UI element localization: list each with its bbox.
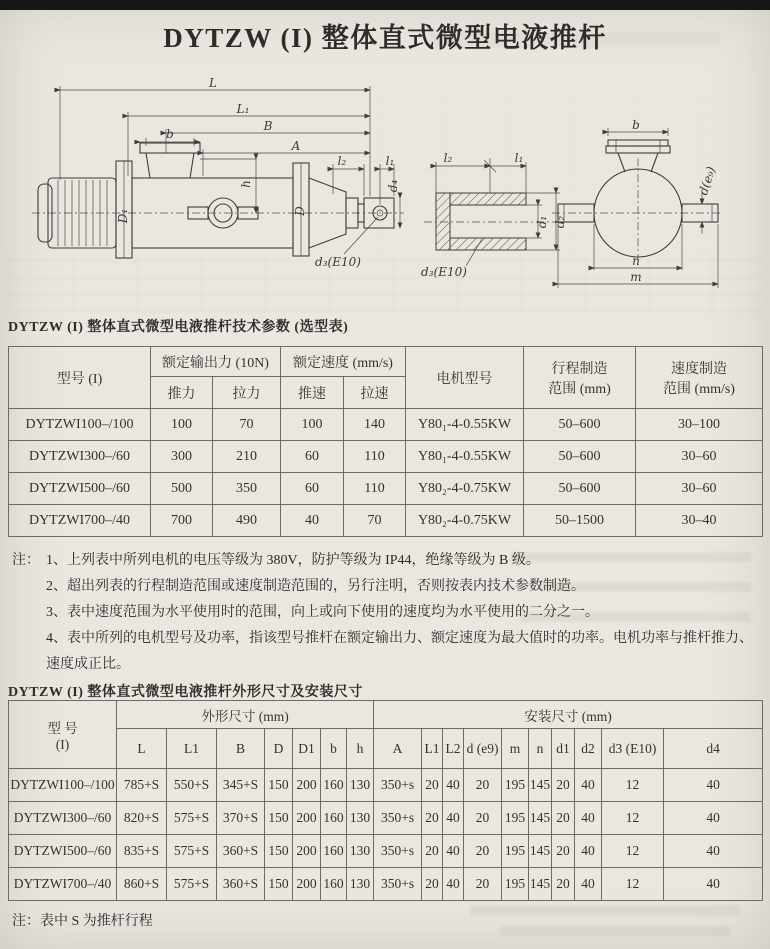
value-cell: 200	[293, 769, 321, 802]
value-cell: 40	[443, 769, 464, 802]
value-cell: 360+S	[217, 868, 265, 901]
speed-range-line2: 范围 (mm/s)	[663, 381, 735, 397]
value-cell: 350+s	[374, 769, 422, 802]
value-cell: 60	[281, 441, 344, 473]
col-header-model: 型号 (I)	[9, 347, 151, 409]
value-cell: 145	[529, 769, 552, 802]
value-cell: 150	[265, 868, 293, 901]
col-header: L	[117, 729, 167, 769]
value-cell: 195	[502, 769, 529, 802]
value-cell: 145	[529, 802, 552, 835]
value-cell: 20	[464, 835, 502, 868]
value-cell: 20	[552, 835, 575, 868]
col-header: D	[265, 729, 293, 769]
value-cell: 130	[347, 835, 374, 868]
value-cell: 40	[664, 835, 763, 868]
value-cell: 145	[529, 835, 552, 868]
value-cell: 130	[347, 769, 374, 802]
dim-label: D	[293, 206, 307, 216]
note-item: 1、上列表中所列电机的电压等级为 380V，防护等级为 IP44，绝缘等级为 B 级。	[46, 553, 540, 568]
value-cell: 40	[575, 769, 602, 802]
value-cell: 20	[552, 868, 575, 901]
value-cell: 575+S	[167, 868, 217, 901]
model-cell: DYTZWI500–/60	[9, 835, 117, 868]
dim-label: L	[209, 76, 217, 90]
value-cell: 50–600	[524, 409, 636, 441]
side-view-drawing	[28, 76, 408, 274]
dim-label: D₁	[116, 208, 130, 224]
dimensions-table	[8, 700, 763, 901]
motor-cell: Y80₁-4-0.55KW	[406, 441, 524, 473]
dim-label: l₂	[337, 154, 347, 168]
col-header-push-force: 推力	[151, 377, 213, 409]
value-cell: 70	[344, 505, 406, 537]
stroke-note: 注：表中 S 为推杆行程	[12, 914, 153, 929]
notes-block	[12, 548, 756, 678]
dim-label: l₁	[385, 154, 395, 168]
table-row	[9, 868, 763, 901]
table-row	[9, 802, 763, 835]
col-header: L2	[443, 729, 464, 769]
value-cell: 150	[265, 769, 293, 802]
model-cell: DYTZWI700–/40	[9, 868, 117, 901]
stroke-range-line1: 行程制造	[551, 361, 608, 377]
value-cell: 150	[265, 835, 293, 868]
value-cell: 20	[422, 835, 443, 868]
value-cell: 575+S	[167, 835, 217, 868]
tech-params-table	[8, 346, 763, 537]
value-cell: 30–40	[636, 505, 763, 537]
dim-label: L₁	[236, 102, 250, 116]
table-row	[9, 835, 763, 868]
model-cell: DYTZWI300–/60	[9, 802, 117, 835]
col-header: L1	[422, 729, 443, 769]
dim-label: d₃(E10)	[421, 265, 467, 279]
value-cell: 500	[151, 473, 213, 505]
value-cell: 50–1500	[524, 505, 636, 537]
value-cell: 160	[321, 802, 347, 835]
value-cell: 820+S	[117, 802, 167, 835]
value-cell: 345+S	[217, 769, 265, 802]
value-cell: 350+s	[374, 802, 422, 835]
col-header: d4	[664, 729, 763, 769]
value-cell: 490	[213, 505, 281, 537]
stroke-range-line2: 范围 (mm)	[548, 381, 611, 397]
value-cell: 30–60	[636, 441, 763, 473]
col-header-rated-output: 额定输出力 (10N)	[151, 347, 281, 377]
dim-label: B	[263, 119, 273, 133]
col-header: L1	[167, 729, 217, 769]
col-header: b	[321, 729, 347, 769]
dim-label: b	[632, 120, 640, 132]
col-header: n	[529, 729, 552, 769]
dim-label: l₁	[514, 151, 524, 165]
dim-label: n	[632, 254, 640, 268]
value-cell: 40	[664, 868, 763, 901]
value-cell: 50–600	[524, 473, 636, 505]
value-cell: 195	[502, 835, 529, 868]
note-item: 3、表中速度范围为水平使用时的范围，向上或向下使用的速度均为水平使用的二分之一。	[46, 605, 599, 620]
col-header: d1	[552, 729, 575, 769]
col-header: D1	[293, 729, 321, 769]
value-cell: 40	[664, 802, 763, 835]
value-cell: 40	[443, 868, 464, 901]
value-cell: 160	[321, 835, 347, 868]
page-title: DYTZW (I) 整体直式微型电液推杆	[163, 23, 607, 53]
value-cell: 20	[552, 802, 575, 835]
value-cell: 350+s	[374, 835, 422, 868]
model-cell: DYTZWI500–/60	[9, 473, 151, 505]
value-cell: 785+S	[117, 769, 167, 802]
value-cell: 350+s	[374, 868, 422, 901]
value-cell: 12	[602, 769, 664, 802]
dim-label: b	[166, 127, 174, 141]
model-cell: DYTZWI700–/40	[9, 505, 151, 537]
col-header-motor-model: 电机型号	[406, 347, 524, 409]
group-header-outline: 外形尺寸 (mm)	[117, 701, 374, 729]
col-header-stroke-range	[524, 347, 636, 409]
note-item: 2、超出列表的行程制造范围或速度制造范围的，另行注明，否则按表内技术参数制造。	[46, 579, 585, 594]
dim-label: d(e₉)	[696, 164, 719, 197]
col-header-speed-range	[636, 347, 763, 409]
dim-label: d₁	[535, 215, 549, 229]
value-cell: 700	[151, 505, 213, 537]
value-cell: 350	[213, 473, 281, 505]
model-cell: DYTZWI300–/60	[9, 441, 151, 473]
dim-label: m	[630, 270, 642, 284]
value-cell: 20	[464, 868, 502, 901]
note-item: 4、表中所列的电机型号及功率，指该型号推杆在额定输出力、额定速度为最大值时的功率。电机功率与推杆推力、速度成正比。	[46, 631, 753, 672]
table-row	[9, 441, 763, 473]
value-cell: 60	[281, 473, 344, 505]
group-header-install: 安装尺寸 (mm)	[374, 701, 763, 729]
value-cell: 835+S	[117, 835, 167, 868]
end-view-drawing	[548, 120, 726, 295]
value-cell: 160	[321, 769, 347, 802]
value-cell: 20	[422, 769, 443, 802]
value-cell: 160	[321, 868, 347, 901]
value-cell: 20	[552, 769, 575, 802]
motor-cell: Y80₂-4-0.75KW	[406, 505, 524, 537]
value-cell: 20	[422, 868, 443, 901]
table-row	[9, 769, 763, 802]
value-cell: 40	[575, 802, 602, 835]
value-cell: 20	[422, 802, 443, 835]
value-cell: 370+S	[217, 802, 265, 835]
rod-end-section-drawing	[398, 138, 573, 286]
value-cell: 100	[151, 409, 213, 441]
value-cell: 100	[281, 409, 344, 441]
value-cell: 20	[464, 769, 502, 802]
value-cell: 550+S	[167, 769, 217, 802]
table-row	[9, 409, 763, 441]
col-header: d2	[575, 729, 602, 769]
model-header-line2: (I)	[55, 736, 70, 752]
value-cell: 575+S	[167, 802, 217, 835]
value-cell: 200	[293, 868, 321, 901]
value-cell: 200	[293, 835, 321, 868]
value-cell: 110	[344, 441, 406, 473]
value-cell: 40	[575, 868, 602, 901]
value-cell: 140	[344, 409, 406, 441]
motor-cell: Y80₂-4-0.75KW	[406, 473, 524, 505]
col-header-push-speed: 推速	[281, 377, 344, 409]
col-header: B	[217, 729, 265, 769]
value-cell: 70	[213, 409, 281, 441]
value-cell: 40	[575, 835, 602, 868]
value-cell: 300	[151, 441, 213, 473]
col-header: A	[374, 729, 422, 769]
bleed-through-artifact	[500, 926, 730, 936]
table-row	[9, 505, 763, 537]
speed-range-line1: 速度制造	[671, 361, 728, 377]
col-header: m	[502, 729, 529, 769]
bleed-through-artifact	[470, 905, 740, 916]
dim-label: d₂	[553, 215, 567, 229]
value-cell: 40	[443, 802, 464, 835]
value-cell: 12	[602, 802, 664, 835]
value-cell: 145	[529, 868, 552, 901]
value-cell: 210	[213, 441, 281, 473]
dim-label: A	[291, 139, 301, 153]
tech-params-section-title: DYTZW (I) 整体直式微型电液推杆技术参数 (选型表)	[8, 320, 349, 335]
dim-label: d₃(E10)	[315, 255, 361, 269]
value-cell: 130	[347, 802, 374, 835]
value-cell: 110	[344, 473, 406, 505]
value-cell: 12	[602, 835, 664, 868]
dim-label: d₄	[386, 179, 400, 193]
value-cell: 200	[293, 802, 321, 835]
col-header: d3 (E10)	[602, 729, 664, 769]
value-cell: 40	[664, 769, 763, 802]
scan-edge-artifact	[0, 0, 770, 10]
value-cell: 195	[502, 868, 529, 901]
value-cell: 195	[502, 802, 529, 835]
dimensions-section-title: DYTZW (I) 整体直式微型电液推杆外形尺寸及安装尺寸	[8, 685, 363, 700]
col-header: d (e9)	[464, 729, 502, 769]
col-header-pull-speed: 拉速	[344, 377, 406, 409]
value-cell: 12	[602, 868, 664, 901]
col-header: h	[347, 729, 374, 769]
col-header-model	[9, 701, 117, 769]
value-cell: 130	[347, 868, 374, 901]
col-header-rated-speed: 额定速度 (mm/s)	[281, 347, 406, 377]
value-cell: 30–60	[636, 473, 763, 505]
value-cell: 150	[265, 802, 293, 835]
model-cell: DYTZWI100–/100	[9, 409, 151, 441]
value-cell: 30–100	[636, 409, 763, 441]
value-cell: 50–600	[524, 441, 636, 473]
value-cell: 360+S	[217, 835, 265, 868]
model-header-line1: 型 号	[47, 720, 78, 736]
col-header-pull-force: 拉力	[213, 377, 281, 409]
notes-label: 注：	[12, 553, 40, 568]
value-cell: 860+S	[117, 868, 167, 901]
value-cell: 40	[443, 835, 464, 868]
value-cell: 40	[281, 505, 344, 537]
motor-cell: Y80₁-4-0.55KW	[406, 409, 524, 441]
model-cell: DYTZWI100–/100	[9, 769, 117, 802]
dim-label: h	[239, 180, 253, 188]
dim-label: l₂	[443, 151, 453, 165]
value-cell: 20	[464, 802, 502, 835]
table-row	[9, 473, 763, 505]
